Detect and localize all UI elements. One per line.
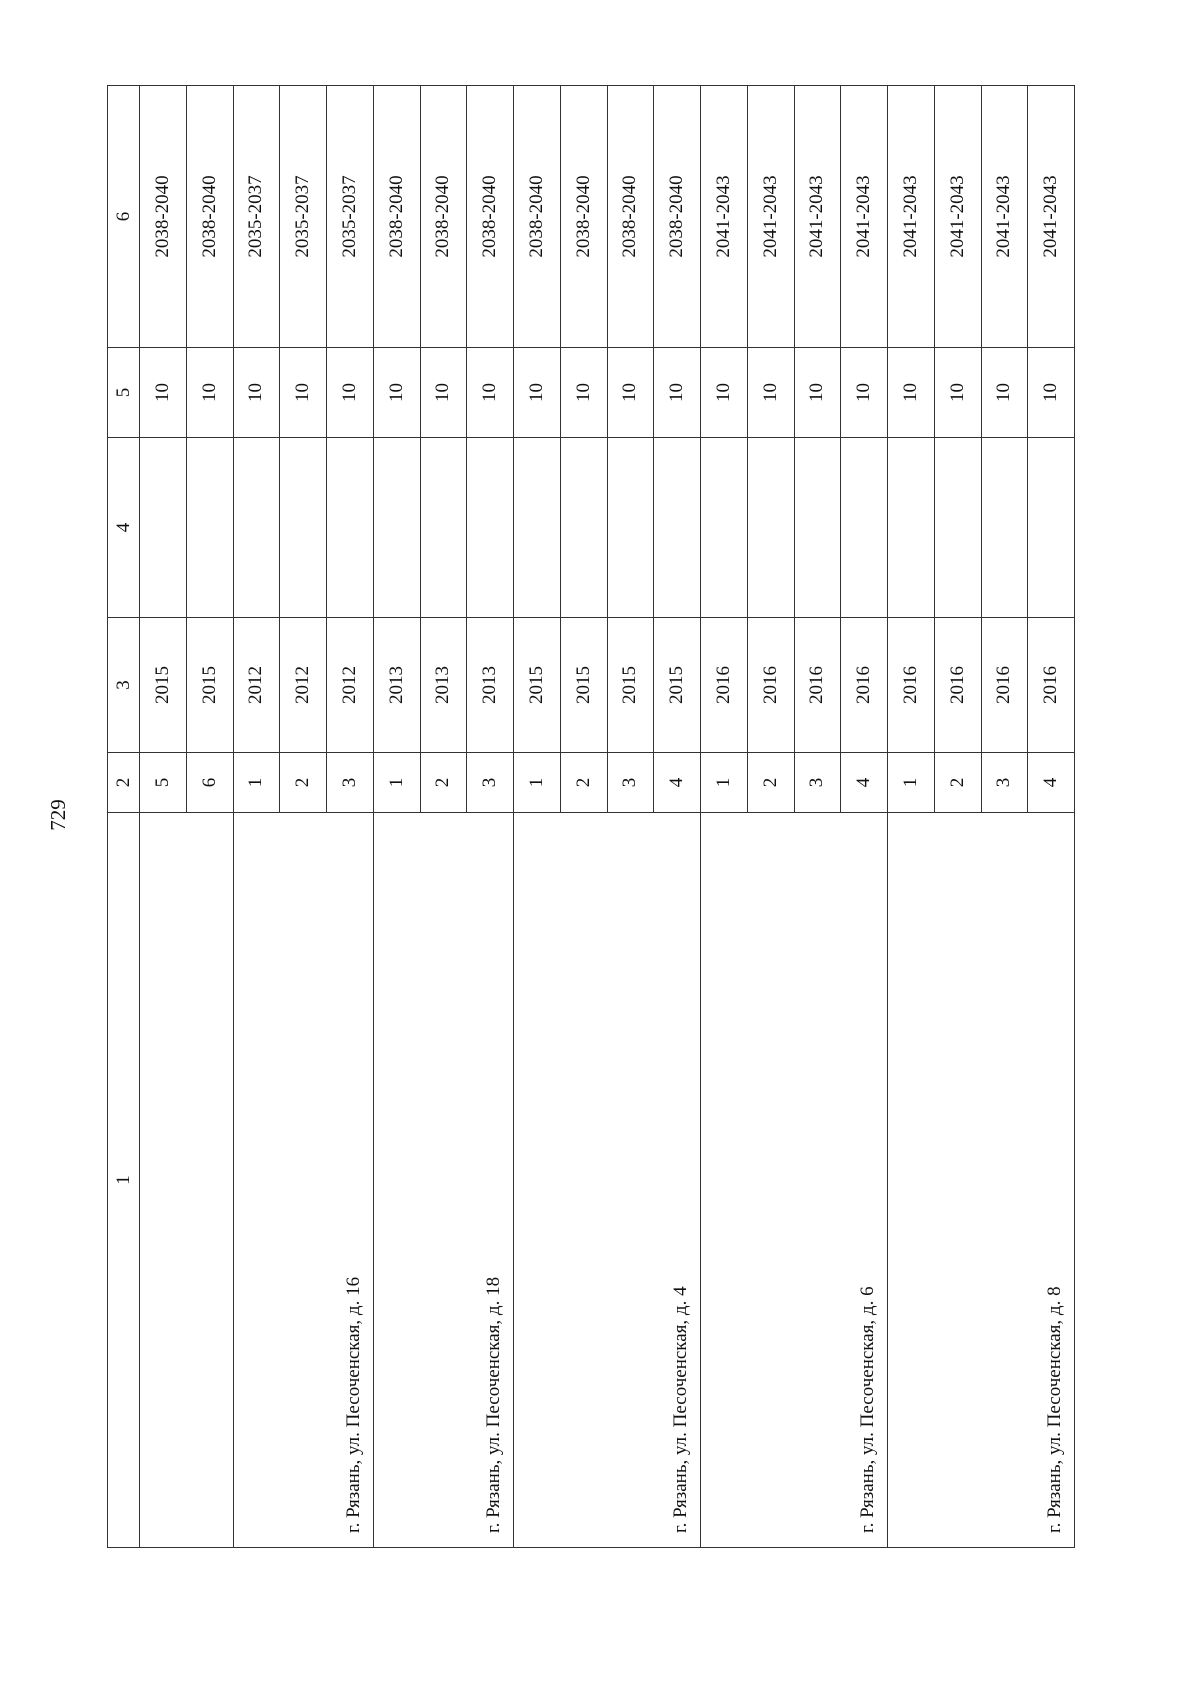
row-number-cell: 6 [186,753,233,813]
column-4-cell [981,438,1028,618]
year-cell: 2015 [514,618,561,753]
column-header: 5 [108,348,140,438]
column-5-cell: 10 [560,348,607,438]
table-row [233,86,280,1548]
page-number: 729 [46,799,70,831]
table-row [140,86,187,1548]
year-cell: 2012 [233,618,280,753]
column-5-cell: 10 [186,348,233,438]
column-4-cell [560,438,607,618]
period-cell: 2041-2043 [1028,86,1075,348]
column-5-cell: 10 [607,348,654,438]
column-5-cell: 10 [747,348,794,438]
table-row [373,86,420,1548]
year-cell: 2012 [280,618,327,753]
table-rotated [107,86,1075,1548]
column-5-cell: 10 [140,348,187,438]
column-5-cell: 10 [981,348,1028,438]
column-4-cell [1028,438,1075,618]
column-4-cell [327,438,374,618]
column-4-cell [514,438,561,618]
year-cell: 2015 [140,618,187,753]
year-cell: 2012 [327,618,374,753]
column-4-cell [280,438,327,618]
row-number-cell: 1 [233,753,280,813]
period-cell: 2038-2040 [654,86,701,348]
column-4-cell [747,438,794,618]
row-number-cell: 2 [560,753,607,813]
column-4-cell [794,438,841,618]
period-cell: 2038-2040 [607,86,654,348]
column-5-cell: 10 [420,348,467,438]
column-5-cell: 10 [327,348,374,438]
row-number-cell: 2 [420,753,467,813]
table-body [140,86,1075,1548]
row-number-cell: 4 [1028,753,1075,813]
period-cell: 2041-2043 [701,86,748,348]
row-number-cell: 2 [747,753,794,813]
column-4-cell [233,438,280,618]
period-cell: 2038-2040 [420,86,467,348]
row-number-cell: 3 [327,753,374,813]
column-5-cell: 10 [233,348,280,438]
period-cell: 2035-2037 [233,86,280,348]
column-5-cell: 10 [701,348,748,438]
row-number-cell: 5 [140,753,187,813]
address-cell: г. Рязань, ул. Песоченская, д. 16 [233,813,373,1548]
year-cell: 2015 [654,618,701,753]
year-cell: 2013 [373,618,420,753]
row-number-cell: 3 [981,753,1028,813]
row-number-cell: 2 [934,753,981,813]
address-cell: г. Рязань, ул. Песоченская, д. 8 [888,813,1075,1548]
row-number-cell: 1 [514,753,561,813]
period-cell: 2041-2043 [981,86,1028,348]
period-cell: 2038-2040 [467,86,514,348]
period-cell: 2038-2040 [514,86,561,348]
column-4-cell [701,438,748,618]
year-cell: 2016 [981,618,1028,753]
table-header-row [108,86,140,1548]
year-cell: 2016 [747,618,794,753]
period-cell: 2038-2040 [186,86,233,348]
address-cell: г. Рязань, ул. Песоченская, д. 6 [701,813,888,1548]
table-row [888,86,935,1548]
column-4-cell [607,438,654,618]
column-4-cell [420,438,467,618]
column-header: 1 [108,813,140,1548]
year-cell: 2016 [934,618,981,753]
column-header: 3 [108,618,140,753]
year-cell: 2016 [841,618,888,753]
table-row [701,86,748,1548]
period-cell: 2035-2037 [327,86,374,348]
row-number-cell: 3 [794,753,841,813]
period-cell: 2041-2043 [841,86,888,348]
year-cell: 2016 [701,618,748,753]
column-4-cell [140,438,187,618]
column-4-cell [373,438,420,618]
column-5-cell: 10 [1028,348,1075,438]
column-header: 6 [108,86,140,348]
period-cell: 2041-2043 [794,86,841,348]
column-5-cell: 10 [841,348,888,438]
year-cell: 2016 [794,618,841,753]
column-4-cell [888,438,935,618]
row-number-cell: 3 [467,753,514,813]
year-cell: 2015 [607,618,654,753]
year-cell: 2015 [186,618,233,753]
year-cell: 2015 [560,618,607,753]
row-number-cell: 1 [373,753,420,813]
column-5-cell: 10 [654,348,701,438]
period-cell: 2041-2043 [934,86,981,348]
column-5-cell: 10 [514,348,561,438]
period-cell: 2038-2040 [373,86,420,348]
column-4-cell [654,438,701,618]
column-5-cell: 10 [467,348,514,438]
column-header: 4 [108,438,140,618]
column-header: 2 [108,753,140,813]
address-cell: г. Рязань, ул. Песоченская, д. 4 [514,813,701,1548]
year-cell: 2016 [1028,618,1075,753]
column-4-cell [467,438,514,618]
address-cell [140,813,234,1548]
column-4-cell [186,438,233,618]
period-cell: 2041-2043 [888,86,935,348]
period-cell: 2041-2043 [747,86,794,348]
column-5-cell: 10 [794,348,841,438]
column-5-cell: 10 [280,348,327,438]
year-cell: 2016 [888,618,935,753]
period-cell: 2038-2040 [560,86,607,348]
year-cell: 2013 [420,618,467,753]
table-row [514,86,561,1548]
column-4-cell [841,438,888,618]
address-cell: г. Рязань, ул. Песоченская, д. 18 [373,813,513,1548]
column-5-cell: 10 [888,348,935,438]
period-cell: 2035-2037 [280,86,327,348]
year-cell: 2013 [467,618,514,753]
row-number-cell: 1 [701,753,748,813]
row-number-cell: 2 [280,753,327,813]
row-number-cell: 4 [841,753,888,813]
data-table [107,85,1075,1548]
row-number-cell: 3 [607,753,654,813]
column-5-cell: 10 [373,348,420,438]
row-number-cell: 1 [888,753,935,813]
row-number-cell: 4 [654,753,701,813]
column-4-cell [934,438,981,618]
column-5-cell: 10 [934,348,981,438]
period-cell: 2038-2040 [140,86,187,348]
table-container [107,86,1075,1548]
